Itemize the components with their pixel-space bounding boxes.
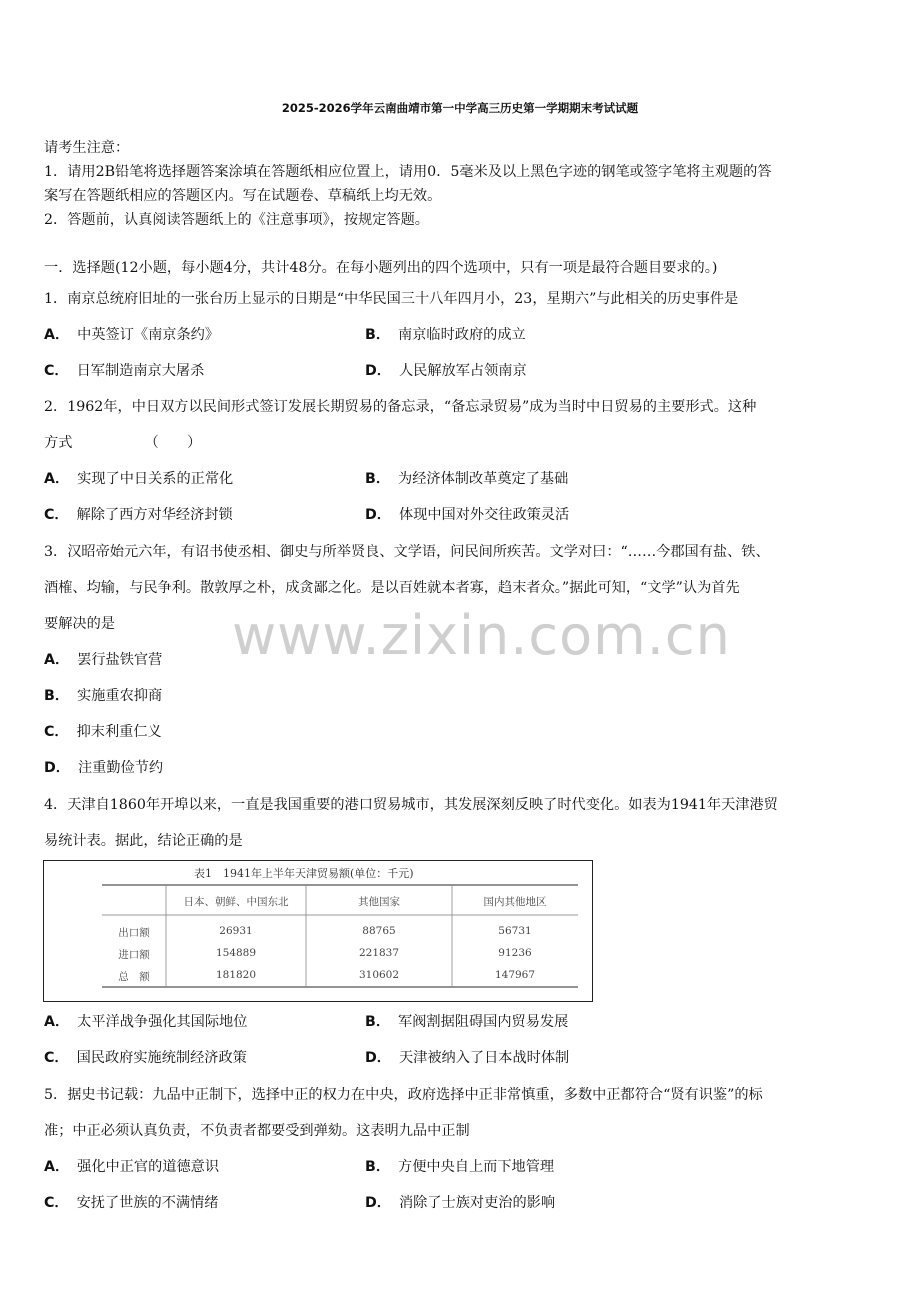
question-5-option-c[interactable]: C． 安抚了世族的不满情绪 [44,1195,219,1211]
question-3-option-c[interactable]: C． 抑末利重仁义 [44,724,162,740]
question-2-option-d[interactable]: D． 体现中国对外交往政策灵活 [365,507,570,523]
table-cell: 56731 [498,925,532,937]
table-header: 日本、朝鲜、中国东北 [183,896,289,908]
table-row-label: 出口额 [118,927,150,939]
table-header: 其他国家 [358,896,400,908]
notice-item-1-line-2: 案写在答题纸相应的答题区内。写在试题卷、草稿纸上均无效。 [44,188,442,204]
table-row-label: 总 额 [118,971,150,983]
notice-heading: 请考生注意： [44,140,130,156]
table-cell: 181820 [215,969,257,981]
exam-title: 2025-2026学年云南曲靖市第一中学高三历史第一学期期末考试试题 [281,101,639,115]
table-header: 国内其他地区 [483,896,547,908]
question-2-stem-line-2: 方式 （ ） [44,435,202,451]
question-1-option-c[interactable]: C． 日军制造南京大屠杀 [44,363,205,379]
question-5-option-b[interactable]: B． 方便中央自上而下地管理 [365,1159,555,1175]
question-3-stem-line-2: 酒榷、均输，与民争利。散敦厚之朴，成贪鄙之化。是以百姓就本者寡，趋末者众。”据此可知，“文学”认为首先 [44,580,740,596]
question-4-option-d[interactable]: D． 天津被纳入了日本战时体制 [365,1050,570,1066]
table-cell: 310602 [358,969,400,981]
notice-item-1-line-1: 1．请用2B铅笔将选择题答案涂填在答题纸相应位置上，请用0．5毫米及以上黑色字迹的钢笔或签字笔将主观题的答 [44,164,772,180]
section-heading: 一．选择题(12小题，每小题4分，共计48分。在每小题列出的四个选项中，只有一项是最符合题目要求的。) [44,260,718,276]
question-5-stem-line-2: 准；中正必须认真负责，不负责者都要受到弹劾。这表明九品中正制 [44,1123,470,1139]
question-2-option-b[interactable]: B． 为经济体制改革奠定了基础 [365,471,569,487]
table-cell: 221837 [358,947,400,959]
table-cell: 91236 [498,947,532,959]
question-3-option-b[interactable]: B． 实施重农抑商 [44,688,163,704]
question-4-option-b[interactable]: B． 军阀割据阻碍国内贸易发展 [365,1014,569,1030]
table-row-label: 进口额 [118,949,150,961]
table-caption: 表1 1941年上半年天津贸易额(单位：千元) [194,867,414,880]
table-cell: 147967 [494,969,536,981]
trade-table-image [43,860,593,1002]
watermark: www.zixin.com.cn [232,604,731,667]
question-1-option-a[interactable]: A． 中英签订《南京条约》 [44,327,220,343]
question-4-option-a[interactable]: A． 太平洋战争强化其国际地位 [44,1014,248,1030]
question-1-stem: 1．南京总统府旧址的一张台历上显示的日期是“中华民国三十八年四月小，23，星期六”与此相关的历史事件是 [44,291,739,307]
question-1-option-b[interactable]: B． 南京临时政府的成立 [365,327,526,343]
question-4-stem-line-1: 4．天津自1860年开埠以来，一直是我国重要的港口贸易城市，其发展深刻反映了时代变化。如表为1941年天津港贸 [44,797,778,813]
table-cell: 88765 [362,925,396,937]
question-5-option-a[interactable]: A． 强化中正官的道德意识 [44,1159,220,1175]
question-3-stem-line-3: 要解决的是 [44,616,115,632]
table-cell: 26931 [219,925,253,937]
question-2-stem-line-1: 2．1962年，中日双方以民间形式签订发展长期贸易的备忘录，“备忘录贸易”成为当时中日贸易的主要形式。这种 [44,399,757,415]
notice-item-2: 2．答题前，认真阅读答题纸上的《注意事项》，按规定答题。 [44,212,429,228]
question-3-option-a[interactable]: A． 罢行盐铁官营 [44,652,163,668]
question-4-stem-line-2: 易统计表。据此，结论正确的是 [44,833,243,849]
question-5-stem-line-1: 5．据史书记载：九品中正制下，选择中正的权力在中央，政府选择中正非常慎重，多数中正都符合“贤有识鉴”的标 [44,1087,763,1103]
question-1-option-d[interactable]: D． 人民解放军占领南京 [365,363,527,379]
question-3-option-d[interactable]: D． 注重勤俭节约 [44,760,164,776]
question-5-option-d[interactable]: D． 消除了士族对吏治的影响 [365,1195,556,1211]
table-cell: 154889 [215,947,257,959]
question-2-option-c[interactable]: C． 解除了西方对华经济封锁 [44,507,233,523]
question-2-option-a[interactable]: A． 实现了中日关系的正常化 [44,471,234,487]
question-3-stem-line-1: 3．汉昭帝始元六年，有诏书使丞相、御史与所举贤良、文学语，问民间所疾苦。文学对曰：“……今郡国有盐、铁、 [44,544,770,560]
question-4-option-c[interactable]: C． 国民政府实施统制经济政策 [44,1050,247,1066]
